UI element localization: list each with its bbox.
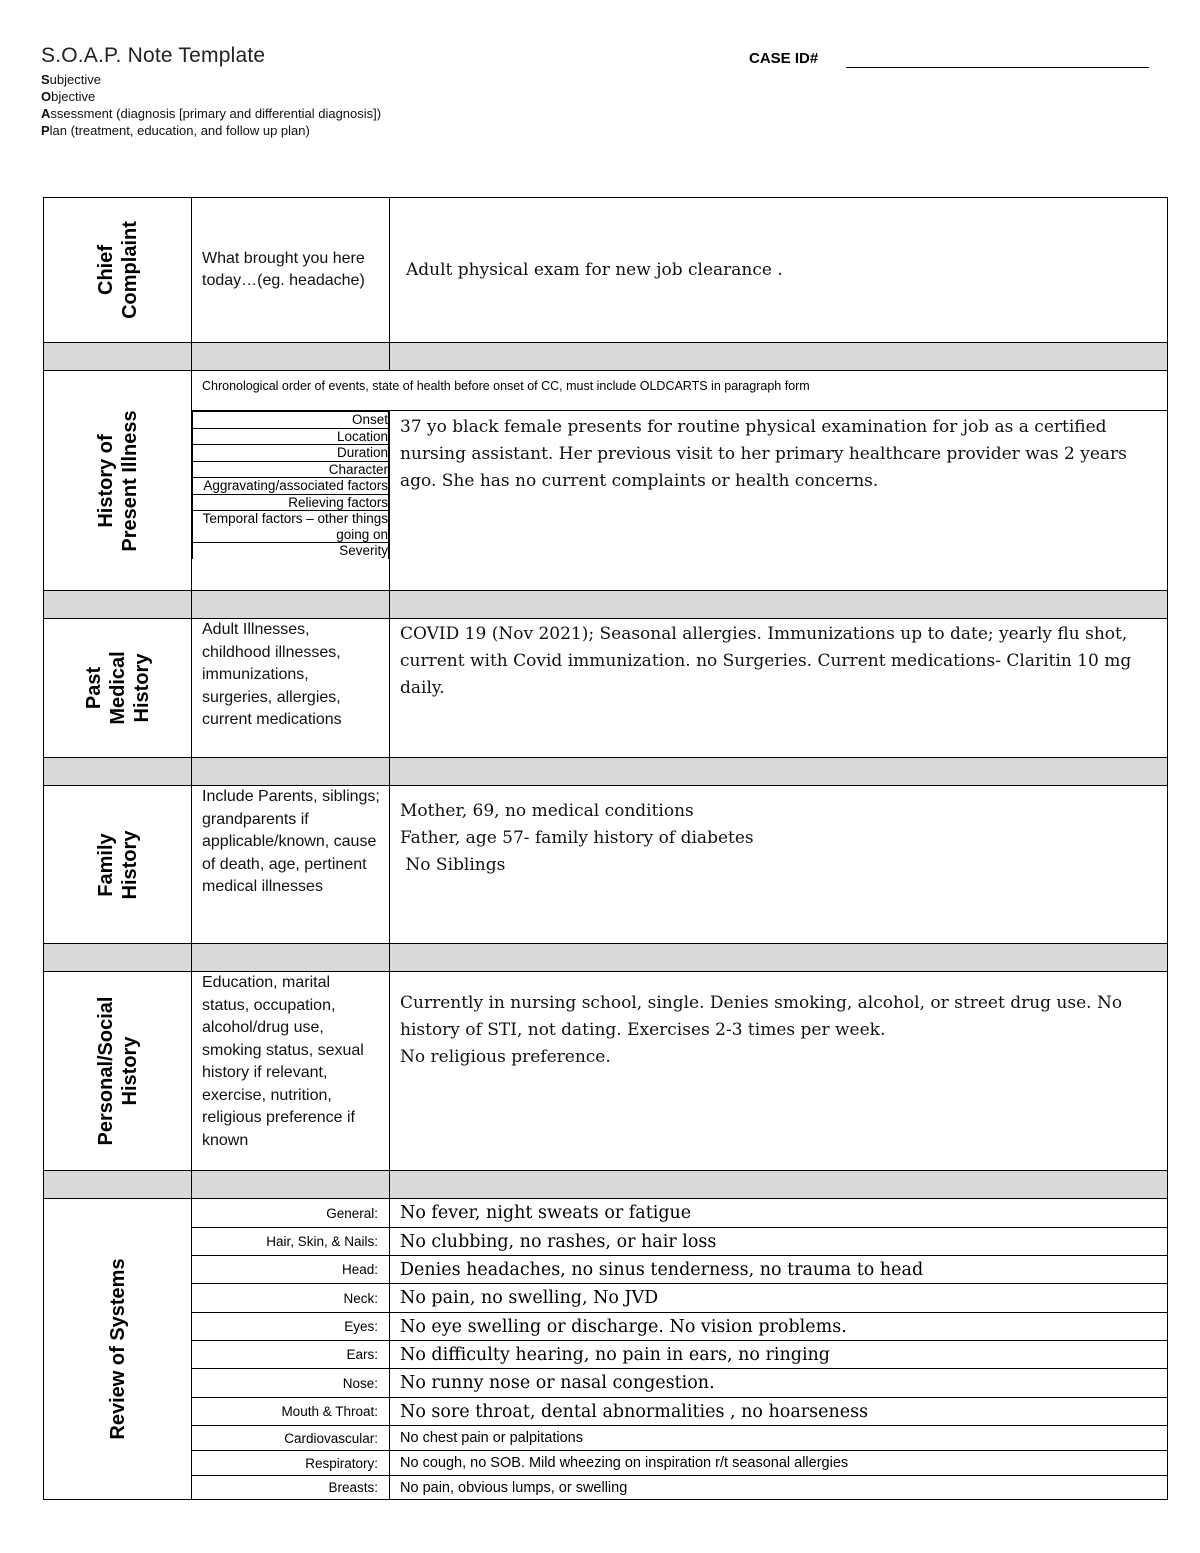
- oldcarts-temporal: Temporal factors – other things going on: [193, 511, 389, 543]
- hpi-oldcarts-cell: [192, 411, 390, 591]
- ros-row-ears: [44, 1341, 1168, 1369]
- social-line-2: No religious preference.: [400, 1047, 611, 1067]
- separator-row: [44, 944, 1168, 972]
- separator-row: [44, 591, 1168, 619]
- chief-complaint-prompt-cell: [192, 198, 390, 343]
- oldcarts-character: Character: [193, 461, 389, 478]
- chief-complaint-answer-cell[interactable]: [390, 198, 1168, 343]
- ros-finding-neck[interactable]: No pain, no swelling, No JVD: [390, 1284, 1168, 1313]
- legend-plan: Plan (treatment, education, and follow up plan): [41, 123, 310, 138]
- legend-objective: Objective: [41, 89, 96, 104]
- family-history-prompt: Include Parents, siblings; grandparents if applicable/known, cause of death, age, pertinent medical illnesses: [202, 788, 380, 895]
- ros-finding-cardio[interactable]: No chest pain or palpitations: [390, 1426, 1168, 1451]
- ros-row-cardio: [44, 1426, 1168, 1451]
- chief-complaint-label-cell: [44, 198, 192, 343]
- social-history-answer[interactable]: [390, 972, 1167, 1071]
- ros-system-breasts: Breasts:: [192, 1476, 390, 1500]
- ros-finding-respiratory[interactable]: No cough, no SOB. Mild wheezing on inspiration r/t seasonal allergies: [390, 1451, 1168, 1476]
- ros-row-head: [44, 1256, 1168, 1284]
- family-line-siblings: No Siblings: [400, 855, 506, 875]
- oldcarts-aggravating: Aggravating/associated factors: [193, 478, 389, 495]
- ros-finding-ears[interactable]: No difficulty hearing, no pain in ears, no ringing: [390, 1341, 1168, 1369]
- oldcarts-location: Location: [193, 428, 389, 445]
- pmh-row: [44, 619, 1168, 758]
- ros-system-respiratory: Respiratory:: [192, 1451, 390, 1476]
- ros-finding-breasts[interactable]: No pain, obvious lumps, or swelling: [390, 1476, 1168, 1500]
- separator-row: [44, 343, 1168, 371]
- ros-row-skin: [44, 1228, 1168, 1256]
- pmh-label: Past Medical History: [82, 651, 153, 725]
- ros-system-skin: Hair, Skin, & Nails:: [192, 1228, 390, 1256]
- pmh-prompt: Adult Illnesses, childhood illnesses, immunizations, surgeries, allergies, current medications: [202, 621, 342, 728]
- ros-finding-skin[interactable]: No clubbing, no rashes, or hair loss: [390, 1228, 1168, 1256]
- case-id-field[interactable]: [846, 67, 1149, 68]
- page-title: S.O.A.P. Note Template: [41, 44, 266, 67]
- ros-row-nose: [44, 1369, 1168, 1398]
- ros-system-head: Head:: [192, 1256, 390, 1284]
- social-history-label-cell: [44, 972, 192, 1171]
- social-history-prompt-cell: [192, 972, 390, 1171]
- chief-complaint-answer[interactable]: Adult physical exam for new job clearance .: [406, 259, 783, 280]
- ros-finding-head[interactable]: Denies headaches, no sinus tenderness, no trauma to head: [390, 1256, 1168, 1284]
- hpi-content-row: [44, 411, 1168, 591]
- family-history-answer[interactable]: [390, 786, 1167, 879]
- ros-system-nose: Nose:: [192, 1369, 390, 1398]
- separator-row: [44, 758, 1168, 786]
- soap-table: [43, 197, 1168, 1500]
- oldcarts-list: [192, 411, 389, 559]
- social-history-label: Personal/Social History: [94, 996, 141, 1146]
- ros-system-neck: Neck:: [192, 1284, 390, 1313]
- chief-complaint-label: Chief Complaint: [94, 221, 141, 319]
- family-history-label-cell: [44, 786, 192, 944]
- social-line-1: Currently in nursing school, single. Denies smoking, alcohol, or street drug use. No history of STI, not dating. Exercises 2-3 times per week.: [400, 993, 1123, 1040]
- ros-finding-nose[interactable]: No runny nose or nasal congestion.: [390, 1369, 1168, 1398]
- legend-assessment: Assessment (diagnosis [primary and differential diagnosis]): [41, 106, 382, 121]
- ros-system-cardio: Cardiovascular:: [192, 1426, 390, 1451]
- social-history-answer-cell[interactable]: [390, 972, 1168, 1171]
- legend-subjective: Subjective: [41, 72, 101, 87]
- ros-finding-mouth[interactable]: No sore throat, dental abnormalities , no hoarseness: [390, 1398, 1168, 1426]
- family-history-row: [44, 786, 1168, 944]
- ros-row-mouth: [44, 1398, 1168, 1426]
- hpi-label-cell: [44, 371, 192, 591]
- hpi-instruction: Chronological order of events, state of health before onset of CC, must include OLDCARTS in paragraph form: [202, 379, 810, 393]
- family-history-answer-cell[interactable]: [390, 786, 1168, 944]
- oldcarts-severity: Severity: [193, 543, 389, 559]
- family-history-prompt-cell: [192, 786, 390, 944]
- social-history-row: [44, 972, 1168, 1171]
- ros-row-respiratory: [44, 1451, 1168, 1476]
- ros-row-breasts: [44, 1476, 1168, 1500]
- hpi-answer[interactable]: 37 yo black female presents for routine physical examination for job as a certified nursing assistant. Her previous visit to her primary healthcare provider was 2 years ago. She has no current complaints or health concerns.: [400, 417, 1127, 491]
- ros-row-neck: [44, 1284, 1168, 1313]
- social-history-prompt: Education, marital status, occupation, alcohol/drug use, smoking status, sexual history if relevant, exercise, nutrition, religious preference if known: [202, 974, 364, 1149]
- separator-row: [44, 1171, 1168, 1199]
- hpi-instruction-cell: [192, 371, 1168, 411]
- pmh-answer-cell[interactable]: [390, 619, 1168, 758]
- pmh-prompt-cell: [192, 619, 390, 758]
- ros-label-cell: [44, 1199, 192, 1500]
- pmh-answer[interactable]: COVID 19 (Nov 2021); Seasonal allergies. Immunizations up to date; yearly flu shot, current with Covid immunization. no Surgeries. Current medications- Claritin 10 mg daily.: [400, 624, 1132, 698]
- pmh-label-cell: [44, 619, 192, 758]
- ros-finding-eyes[interactable]: No eye swelling or discharge. No vision problems.: [390, 1313, 1168, 1341]
- ros-row-general: [44, 1199, 1168, 1228]
- ros-finding-general[interactable]: No fever, night sweats or fatigue: [390, 1199, 1168, 1228]
- hpi-row: [44, 371, 1168, 411]
- hpi-label: History of Present Illness: [94, 409, 141, 552]
- oldcarts-onset: Onset: [193, 412, 389, 429]
- ros-system-eyes: Eyes:: [192, 1313, 390, 1341]
- family-history-label: Family History: [94, 830, 141, 899]
- ros-system-general: General:: [192, 1199, 390, 1228]
- family-line-father: Father, age 57- family history of diabetes: [400, 828, 754, 848]
- ros-system-ears: Ears:: [192, 1341, 390, 1369]
- chief-complaint-row: [44, 198, 1168, 343]
- ros-row-eyes: [44, 1313, 1168, 1341]
- ros-system-mouth: Mouth & Throat:: [192, 1398, 390, 1426]
- chief-complaint-prompt: What brought you here today…(eg. headache): [202, 249, 365, 289]
- ros-label: Review of Systems: [106, 1258, 129, 1440]
- oldcarts-duration: Duration: [193, 445, 389, 462]
- family-line-mother: Mother, 69, no medical conditions: [400, 801, 694, 821]
- oldcarts-relieving: Relieving factors: [193, 494, 389, 511]
- hpi-answer-cell[interactable]: [390, 411, 1168, 591]
- case-id-label: CASE ID#: [749, 50, 819, 67]
